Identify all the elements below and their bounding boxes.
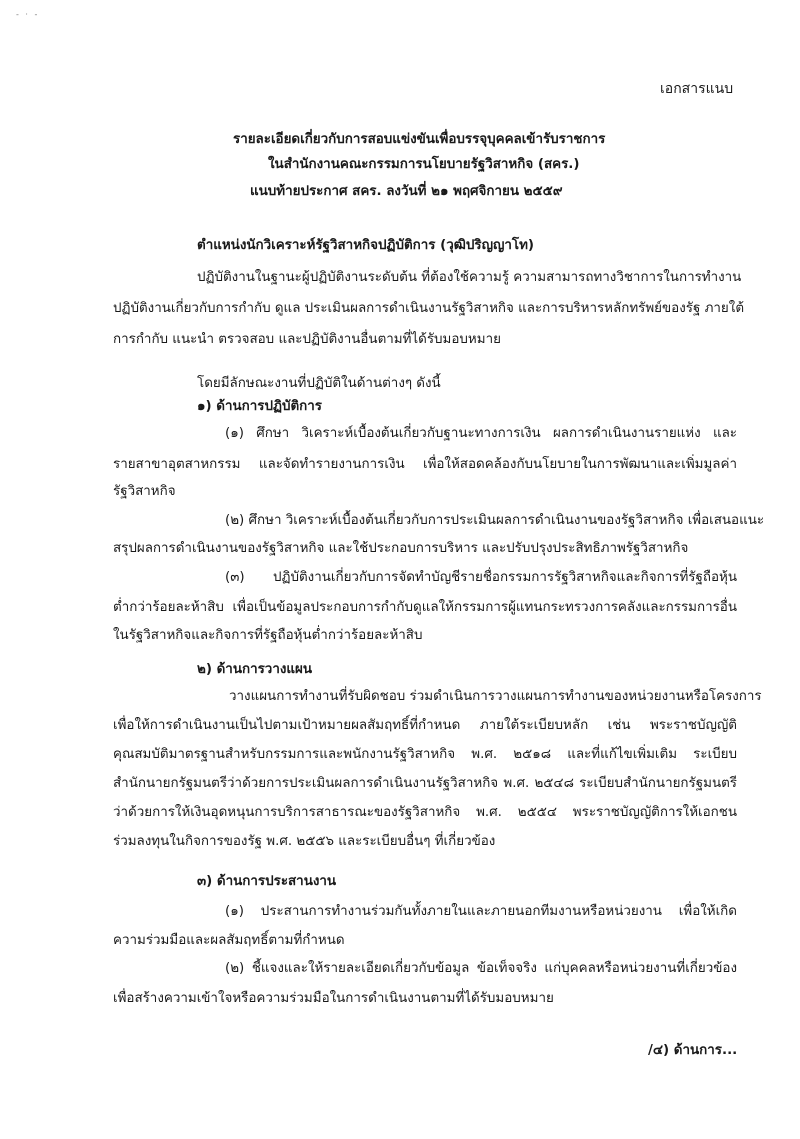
- intro-line-3: การกำกับ แนะนำ ตรวจสอบ และปฏิบัติงานอื่นตามที่ได้รับมอบหมาย: [113, 332, 501, 347]
- title-line-1: รายละเอียดเกี่ยวกับการสอบแข่งขันเพื่อบรรจุบุคคลเข้ารับราชการ: [233, 132, 606, 147]
- duties-intro: โดยมีลักษณะงานที่ปฏิบัติในด้านต่างๆ ดังนี้: [197, 376, 441, 391]
- section-1-item-1-line-2: รายสาขาอุตสาหกรรม และจัดทำรายงานการเงิน เพื่อให้สอดคล้องกับนโยบายในการพัฒนาและเพิ่มมูลค่า: [113, 457, 737, 472]
- section-3-heading: ๓) ด้านการประสานงาน: [197, 874, 337, 889]
- section-3-item-1-line-2: ความร่วมมือและผลสัมฤทธิ์ตามที่กำหนด: [113, 933, 345, 948]
- section-1-item-3-line-3: ในรัฐวิสาหกิจและกิจการที่รัฐถือหุ้นต่ำกว่าร้อยละห้าสิบ: [113, 628, 423, 643]
- section-1-item-3-line-2: ต่ำกว่าร้อยละห้าสิบ เพื่อเป็นข้อมูลประกอบการกำกับดูแลให้กรรมการผู้แทนกระทรวงการคลังและกรรมการอื่น: [113, 600, 737, 615]
- section-3-item-1-line-1: (๑) ประสานการทำงานร่วมกันทั้งภายในและภายนอกทีมงานหรือหน่วยงาน เพื่อให้เกิด: [225, 904, 737, 919]
- section-2-line-1: วางแผนการทำงานที่รับผิดชอบ ร่วมดำเนินการวางแผนการทำงานของหน่วยงานหรือโครงการ: [229, 689, 762, 704]
- section-1-item-2-line-2: สรุปผลการดำเนินงานของรัฐวิสาหกิจ และใช้ประกอบการบริหาร และปรับปรุงประสิทธิภาพรัฐวิสาหกิจ: [113, 541, 689, 556]
- section-2-line-2: เพื่อให้การดำเนินงานเป็นไปตามเป้าหมายผลสัมฤทธิ์ที่กำหนด ภายใต้ระเบียบหลัก เช่น พระราชบัญญัติ: [113, 718, 737, 733]
- section-1-item-1-line-1: (๑) ศึกษา วิเคราะห์เบื้องต้นเกี่ยวกับฐานะทางการเงิน ผลการดำเนินงานรายแห่ง และ: [225, 426, 737, 441]
- section-3-item-2-line-1: (๒) ชี้แจงและให้รายละเอียดเกี่ยวกับข้อมูล ข้อเท็จจริง แก่บุคคลหรือหน่วยงานที่เกี่ยวข้อง: [225, 961, 737, 976]
- section-2-line-5: ว่าด้วยการให้เงินอุดหนุนการบริการสาธารณะของรัฐวิสาหกิจ พ.ศ. ๒๕๕๔ พระราชบัญญัติการให้เอกชน: [113, 805, 737, 820]
- title-line-3: แนบท้ายประกาศ สคร. ลงวันที่ ๒๑ พฤศจิกายน ๒๕๕๙: [250, 184, 563, 199]
- section-2-line-6: ร่วมลงทุนในกิจการของรัฐ พ.ศ. ๒๕๕๖ และระเบียบอื่นๆ ที่เกี่ยวข้อง: [113, 834, 496, 849]
- title-line-2: ในสำนักงานคณะกรรมการนโยบายรัฐวิสาหกิจ (สคร.): [268, 157, 580, 172]
- intro-line-2: ปฏิบัติงานเกี่ยวกับการกำกับ ดูแล ประเมินผลการดำเนินงานรัฐวิสาหกิจ และการบริหารหลักทรัพย์ของรัฐ ภายใต้: [113, 301, 745, 316]
- intro-line-1: ปฏิบัติงานในฐานะผู้ปฏิบัติงานระดับต้น ที่ต้องใช้ความรู้ ความสามารถทางวิชาการในการทำงาน: [197, 270, 742, 285]
- attachment-label: เอกสารแนบ: [660, 81, 734, 97]
- section-1-heading: ๑) ด้านการปฏิบัติการ: [197, 399, 322, 414]
- section-1-item-2-line-1: (๒) ศึกษา วิเคราะห์เบื้องต้นเกี่ยวกับการประเมินผลการดำเนินงานของรัฐวิสาหกิจ เพื่อเสนอแนะ: [225, 513, 765, 528]
- section-2-heading: ๒) ด้านการวางแผน: [197, 662, 313, 677]
- scan-mark: - · -: [16, 10, 40, 19]
- section-2-line-3: คุณสมบัติมาตรฐานสำหรับกรรมการและพนักงานรัฐวิสาหกิจ พ.ศ. ๒๕๑๘ และที่แก้ไขเพิ่มเติม ระเบียบ: [113, 747, 737, 762]
- section-2-line-4: สำนักนายกรัฐมนตรีว่าด้วยการประเมินผลการดำเนินงานรัฐวิสาหกิจ พ.ศ. ๒๕๔๘ ระเบียบสำนักนายกรัฐมนตรี: [113, 776, 737, 791]
- continuation-marker: /๔) ด้านการ...: [648, 1043, 738, 1058]
- section-3-item-2-line-2: เพื่อสร้างความเข้าใจหรือความร่วมมือในการดำเนินงานตามที่ได้รับมอบหมาย: [113, 991, 554, 1006]
- position-title: ตำแหน่งนักวิเคราะห์รัฐวิสาหกิจปฏิบัติการ (วุฒิปริญญาโท): [197, 238, 535, 253]
- section-1-item-3-line-1: (๓) ปฏิบัติงานเกี่ยวกับการจัดทำบัญชีรายชื่อกรรมการรัฐวิสาหกิจและกิจการที่รัฐถือหุ้น: [225, 570, 737, 585]
- section-1-item-1-line-3: รัฐวิสาหกิจ: [113, 484, 176, 499]
